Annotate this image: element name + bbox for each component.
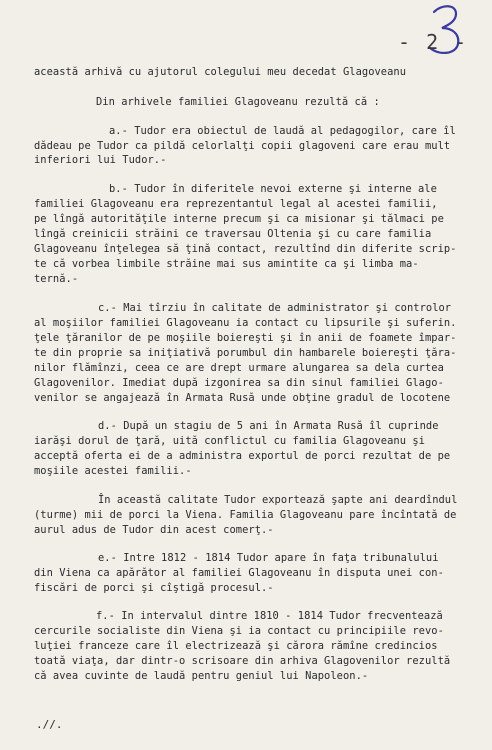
text-line: venilor se angajează în Armata Rusă unde obţine gradul de locotene xyxy=(34,392,451,404)
text-line: fiscări de porci şi cîştigă procesul.- xyxy=(34,582,274,594)
text-line: familiei Glagoveanu era reprezentantul legal al acestei familii, xyxy=(34,198,438,210)
text-line: al moşiilor familiei Glagoveanu ia contact cu lipsurile şi suferin. xyxy=(34,317,457,329)
text-line: a.- Tudor era obiectul de laudă al pedagogilor, care îl xyxy=(109,125,456,137)
text-line: din Viena ca apărător al familiei Glagoveanu în disputa unei con- xyxy=(34,567,444,579)
text-line: Glagovenilor. Imediat după izgonirea sa din sinul familiei Glago- xyxy=(34,377,444,389)
text-line: În această calitate Tudor exportează şapte ani deardîndul xyxy=(98,494,458,506)
text-line: ternă.- xyxy=(34,273,79,285)
text-line: aurul adus de Tudor din acest comerţ.- xyxy=(34,524,274,536)
text-line: pe lîngă autorităţile interne precum şi ca misionar şi tălmaci pe xyxy=(34,213,444,225)
text-line: ţele ţăranilor de pe moşiile boiereşti şi în anii de foamete împar- xyxy=(34,332,457,344)
text-line: toată viaţa, dar dintr-o scrisoare din arhiva Glagovenilor rezultă xyxy=(34,655,451,667)
text-line: Glagoveanu înţelegea să ţină contact, rezultînd din diferite scrip- xyxy=(34,243,457,255)
text-line: c.- Mai tîrziu în calitate de administrator şi controlor xyxy=(98,302,452,314)
text-line: b.- Tudor în diferitele nevoi externe şi interne ale xyxy=(109,183,437,195)
text-line: această arhivă cu ajutorul colegului meu decedat Glagoveanu xyxy=(34,66,407,78)
text-line: acceptă oferta ei de a administra exportul de porci rezultat de pe xyxy=(34,450,451,462)
text-line: lîngă creinicii străini ce traversau Oltenia şi cu care familia xyxy=(34,228,432,240)
text-line: că avea cuvinte de laudă pentru geniul lui Napoleon.- xyxy=(34,670,369,682)
text-line: d.- După un stagiu de 5 ani în Armata Rusă îl cuprinde xyxy=(98,420,439,432)
text-line: luţiei franceze care îl electrizează şi cărora rămîne credincios xyxy=(34,640,438,652)
text-line: inferiori lui Tudor.- xyxy=(34,154,167,166)
continuation-mark: .//. xyxy=(36,718,63,731)
text-line: (turme) mii de porci la Viena. Familia Glagoveanu pare încîntată de xyxy=(34,509,457,521)
text-line: iarăşi dorul de ţară, uită conflictul cu familia Glagoveanu şi xyxy=(34,435,425,447)
page-number: - 2 - xyxy=(398,30,469,54)
text-line: dădeau pe Tudor ca pildă celorlalţi copii glagoveni care erau mult xyxy=(34,140,451,152)
text-line: nilor flămînzi, ceea ce are drept urmare alungarea sa dela curtea xyxy=(34,362,444,374)
text-line: cercurile socialiste din Viena şi ia contact cu principiile revo- xyxy=(34,625,444,637)
text-line: te din proprie sa iniţiativă porumbul din hambarele boiereşti ţăra- xyxy=(34,347,457,359)
text-line: te că vorbea limbile străine mai sus amintite ca şi limba ma- xyxy=(34,258,419,270)
text-line: e.- Intre 1812 - 1814 Tudor apare în faţa tribunalului xyxy=(98,552,439,564)
text-line: moşiile acestei familii.- xyxy=(34,465,192,477)
text-line: f.- In intervalul dintre 1810 - 1814 Tudor frecventează xyxy=(96,610,443,622)
text-line: Din arhivele familiei Glagoveanu rezultă că : xyxy=(96,96,380,108)
